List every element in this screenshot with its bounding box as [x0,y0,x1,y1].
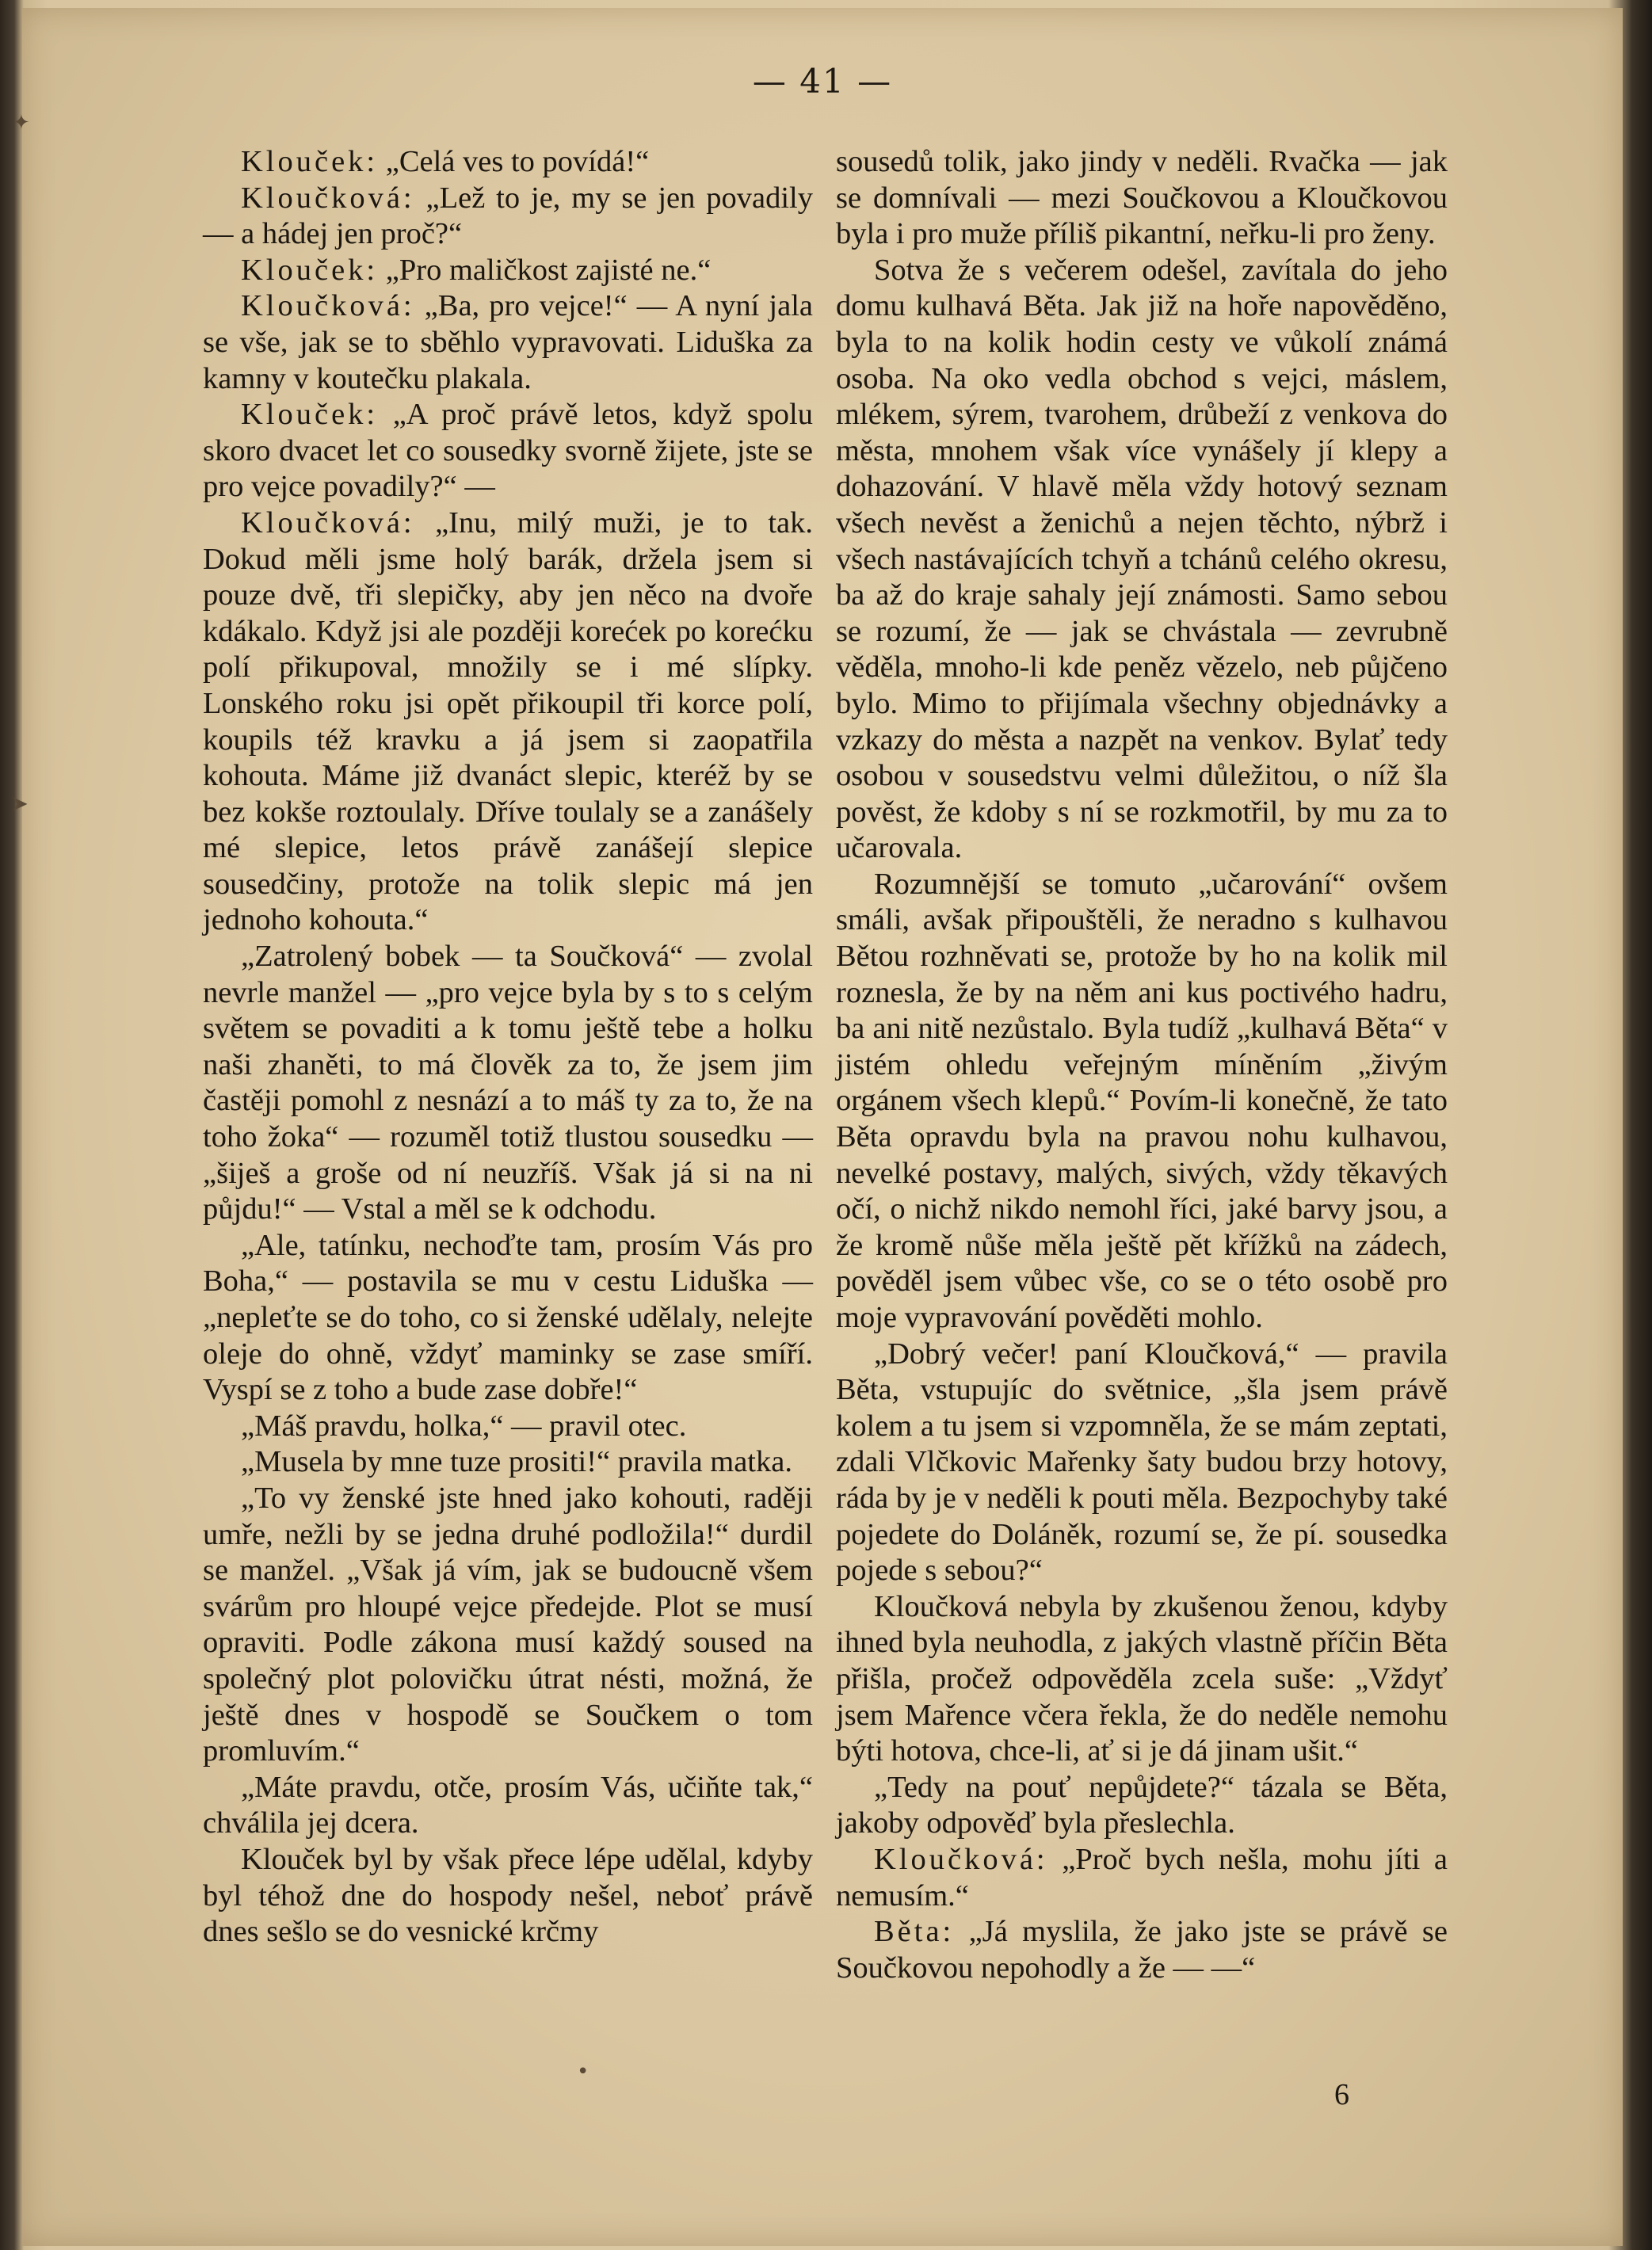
paragraph [836,144,1448,253]
speaker-name: Klouček: [241,398,379,432]
paragraph [836,1589,1448,1770]
paragraph-text: „Proč bych nešla, mohu jíti a nemusím.“ [836,1842,1448,1913]
paragraph-text: Kloučková nebyla by zkušenou ženou, kdyby ihned byla neuhodla, z jakých vlastně příčin Běta přišla, pročež odpověděla zcela suše: „Vždyť jsem Mařence včera řekla, že do neděle nemohu býti hotova, chce-li, ať si je dá jinam ušit.“ [836,1589,1448,1768]
paragraph-text: „Lež to je, my se jen povadily — a hádej jen proč?“ [203,181,813,251]
paragraph-text: „Já myslila, že jako jste se právě se Součkovou nepohodly a že — —“ [836,1915,1448,1985]
paragraph [203,144,813,181]
paragraph [836,867,1448,1337]
paragraph-text: Rozumnější se tomuto „učarování“ ovšem smáli, avšak připouštěli, že neradno s kulhavou Bětou rozhněvati se, protože by ho na kolik mil roznesla, že by na něm ani kus poctivého hadru, ba ani nitě nezůstalo. Byla tudíž „kulhavá Běta“ v jistém ohledu veřejným míněním „živým orgánem všech klepů.“ Povím-li konečně, že tato Běta opravdu byla na pravou nohu kulhavou, nevelké postavy, malých, sivých, vždy těkavých očí, o nichž nikdo nemohl říci, jaké barvy jsou, a že kromě nůše měla ještě pět křížků na zádech, pověděl jsem vůbec vše, co se o této osobě pro moje vypravování pověděti mohlo. [836,867,1448,1334]
paragraph [203,1444,813,1481]
paragraph-text: sousedů tolik, jako jindy v neděli. Rvačka — jak se domnívali — mezi Součkovou a Kloučkovou byla i pro muže příliš pikantní, neřku-li pro ženy. [836,145,1448,251]
paragraph [203,1481,813,1770]
paragraph [836,1842,1448,1914]
paragraph [203,253,813,289]
speaker-name: Kloučková: [241,505,415,540]
margin-arrow-icon: ✦ [13,111,30,135]
paragraph-text: „Máš pravdu, holka,“ — pravil otec. [241,1409,687,1443]
paragraph [203,1770,813,1842]
paragraph [836,253,1448,867]
page-number: — 41 — [752,62,893,101]
paragraph-text: Sotva že s večerem odešel, zavítala do jeho domu kulhavá Běta. Jak již na hoře napověděno, byla to na kolik hodin cesty ve vůkolí známá osoba. Na oko vedla obchod s vejci, máslem, mlékem, sýrem, tvarohem, drůbeží z venkova do města, mnohem však více vynášely jí klepy a dohazování. V hlavě měla vždy hotový seznam všech nevěst a ženichů a nejen těchto, nýbrž i všech nastávajících tchyň a tchánů celého okresu, ba až do kraje sahaly její známosti. Samo sebou se rozumí, že — jak se chvástala — zevrubně věděla, mnoho-li kde peněz vězelo, neb půjčeno bylo. Mimo to přijímala všechny objednávky a vzkazy do města a nazpět na venkov. Bylať tedy osobou v sousedstvu velmi důležitou, o níž šla pověst, že kdoby s ní se rozkmotřil, by mu za to učarovala. [836,253,1448,865]
speaker-name: Kloučková: [874,1842,1048,1876]
paragraph-text: „Musela by mne tuze prositi!“ pravila matka. [241,1445,792,1479]
paragraph-text: Klouček byl by však přece lépe udělal, kdyby byl téhož dne do hospody nešel, neboť právě dnes sešlo se do vesnické krčmy [203,1842,813,1949]
paragraph [836,1337,1448,1589]
signature-mark: 6 [1334,2078,1349,2111]
paragraph-text: „Dobrý večer! paní Kloučková,“ — pravila Běta, vstupujíc do světnice, „šla jsem právě kolem a tu jsem si vzpomněla, že se mám zeptati, zdali Vlčkovic Mařenky šaty budou brzy hotovy, ráda by je v neděli k pouti měla. Bezpochyby také pojedete do Doláněk, rozumí se, že pí. sousedka pojede s sebou?“ [836,1337,1448,1588]
paragraph [203,181,813,253]
speaker-name: Klouček: [241,253,379,287]
paragraph [203,397,813,505]
paragraph-text: „Máte pravdu, otče, prosím Vás, učiňte tak,“ chválila jej dcera. [203,1770,813,1840]
paragraph-text: „Ba, pro vejce!“ — A nyní jala se vše, jak se to sběhlo vypravovati. Liduška za kamny v koutečku plakala. [203,289,813,395]
ink-dot-icon: • [577,2060,589,2084]
paragraph-text: „Tedy na pouť nepůjdete?“ tázala se Běta, jakoby odpověď byla přeslechla. [836,1770,1448,1840]
speaker-name: Běta: [874,1915,955,1949]
paragraph-text: „Pro maličkost zajisté ne.“ [378,253,712,287]
paragraph [203,505,813,939]
paragraph [203,1842,813,1951]
paragraph [203,1228,813,1409]
paragraph-text: „A proč právě letos, když spolu skoro dvacet let co sousedky svorně žijete, jste se pro vejce povadily?“ — [203,398,813,504]
speaker-name: Klouček: [241,145,379,178]
speaker-name: Kloučková: [241,289,415,323]
paragraph-text: „Ale, tatínku, nechoďte tam, prosím Vás pro Boha,“ — postavila se mu v cestu Liduška — „nepleťte se do toho, co si ženské udělaly, nelejte oleje do ohně, vždyť maminky se zase smíří. Vyspí se z toho a bude zase dobře!“ [203,1228,813,1407]
right-column [836,144,1448,1986]
margin-arrow-icon: ➤ [11,792,29,816]
paragraph [836,1770,1448,1842]
speaker-name: Kloučková: [241,181,415,215]
paragraph-text: „Celá ves to povídá!“ [378,145,650,178]
paragraph [203,939,813,1228]
paragraph [836,1914,1448,1986]
paragraph-text: „Zatrolený bobek — ta Součková“ — zvolal nevrle manžel — „pro vejce byla by s to s celým světem se povaditi a k tomu ještě tebe a holku naši zhaněti, to má člověk za to, že jsem jim častěji pomohl z nesnází a to máš ty za to, že na toho žoka“ — rozuměl totiž tlustou sousedku — „šiješ a groše od ní neuzříš. Však já si na ni půjdu!“ — Vstal a měl se k odchodu. [203,940,813,1226]
left-column [203,144,813,1951]
book-page [11,8,1623,2246]
paragraph-text: „To vy ženské jste hned jako kohouti, raději umře, nežli by se jedna druhé podložila!“ durdil se manžel. „Však já vím, jak se budoucně všem svárům pro hloupé vejce předejde. Plot se musí opraviti. Podle zákona musí každý soused na společný plot polovičku útrat nésti, možná, že ještě dnes v hospodě se Součkem o tom promluvím.“ [203,1481,813,1768]
paragraph-text: „Inu, milý muži, je to tak. Dokud měli jsme holý barák, držela jsem si pouze dvě, tři slepičky, aby jen něco na dvoře kdákalo. Když jsi ale později korećek po korećku polí přikupoval, množily se i mé slípky. Lonského roku jsi opět přikoupil tři korce polí, koupils též kravku a já jsem si zaopatřila kohouta. Máme již dvanáct slepic, kteréž by se bez kokše roztoulaly. Dříve toulaly se a zanášely mé slepice, letos právě zanášejí slepice sousedčiny, protože na tolik slepic má jen jednoho kohouta.“ [203,505,813,937]
paragraph [203,1409,813,1445]
paragraph [203,288,813,397]
